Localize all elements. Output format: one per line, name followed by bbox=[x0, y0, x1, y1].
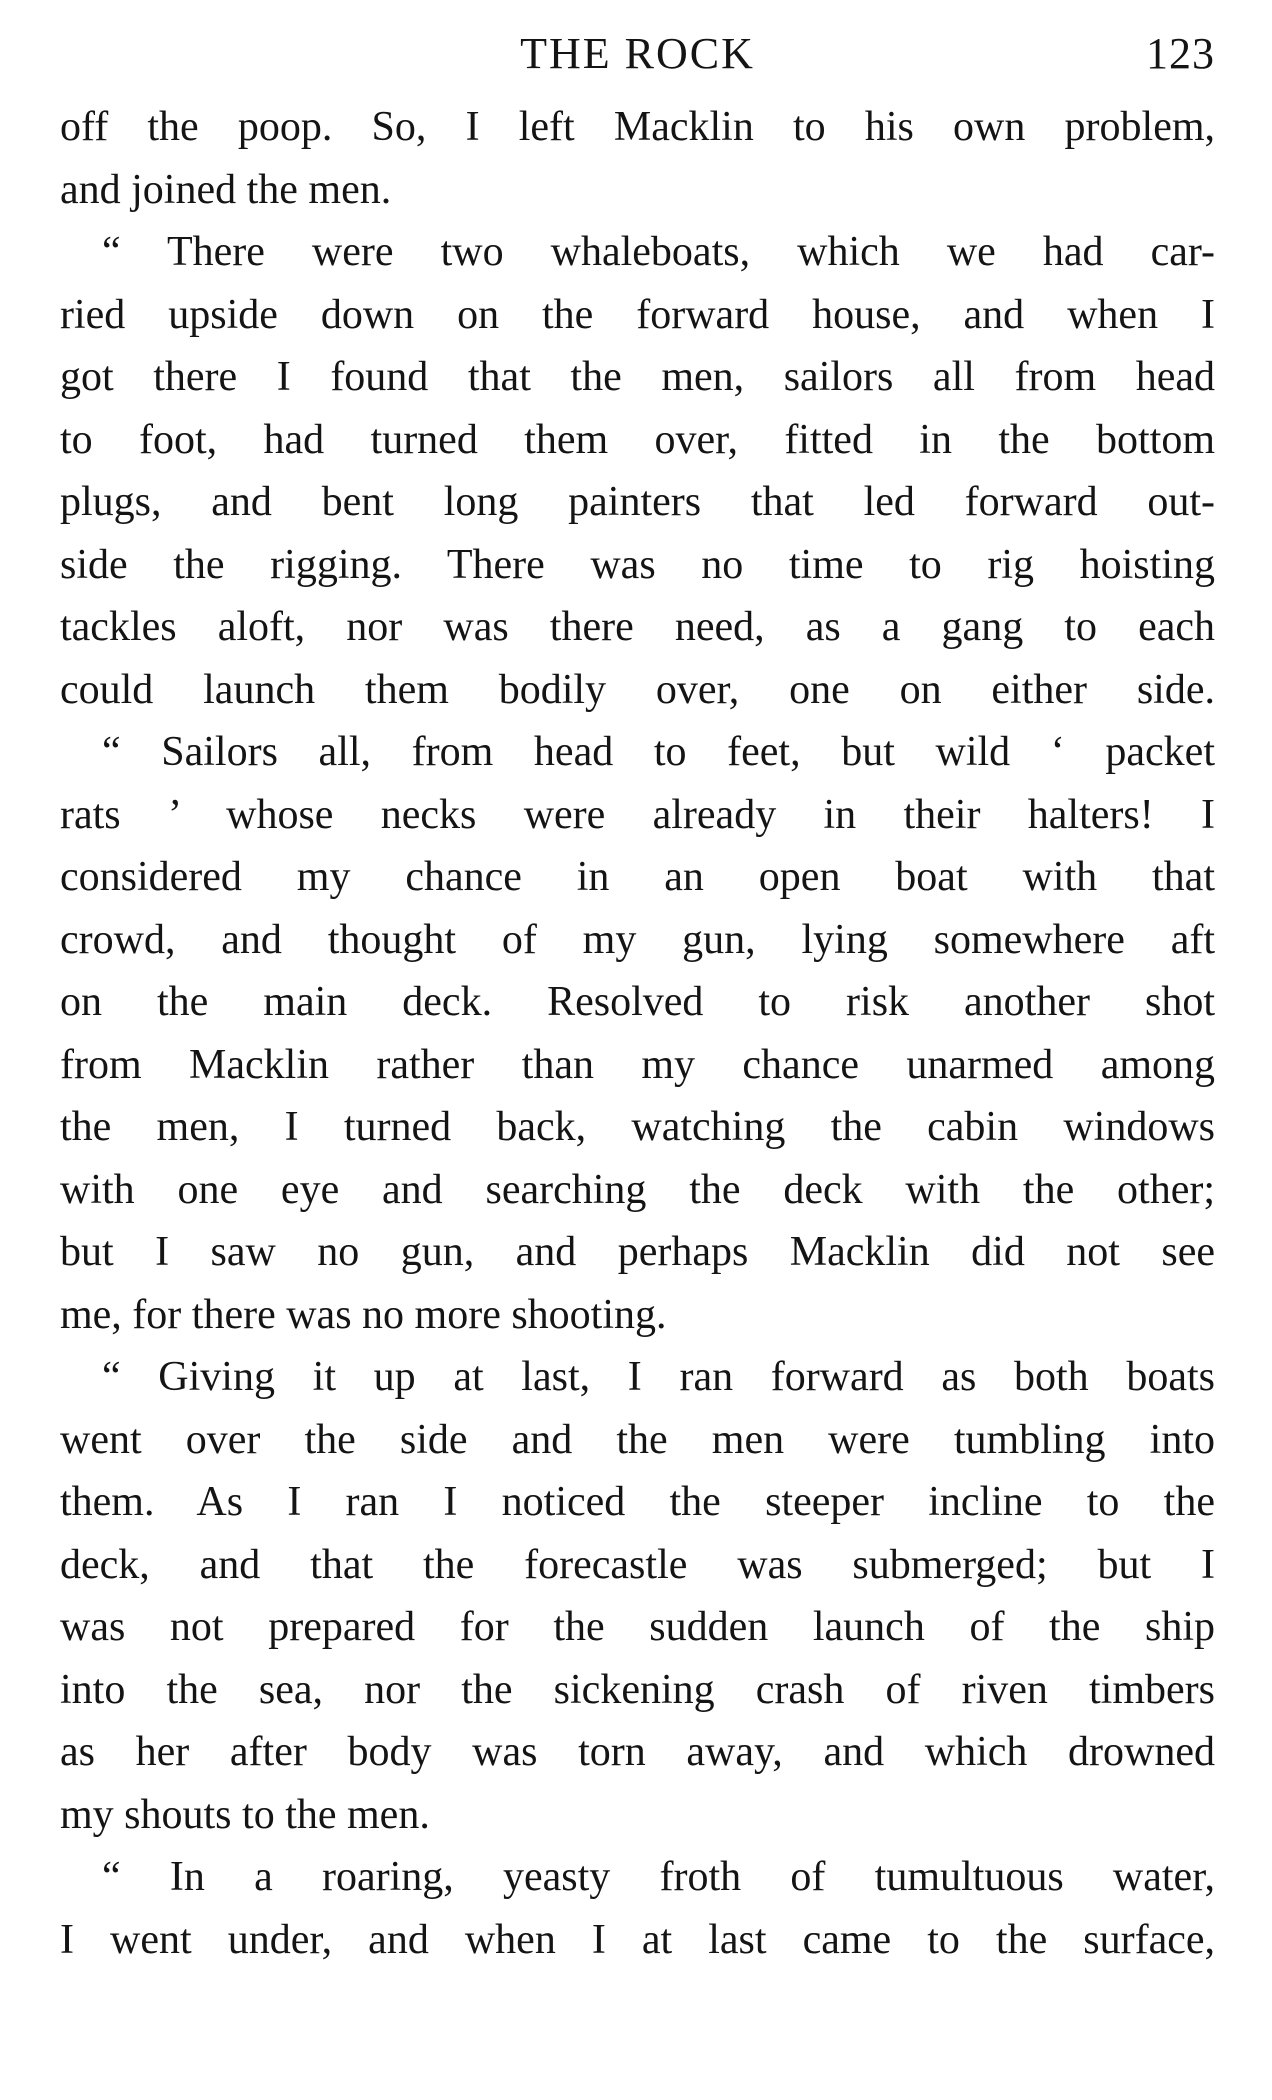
text-line: to foot, had turned them over, fitted in the bottom bbox=[60, 416, 1215, 463]
text-line: got there I found that the men, sailors all from head bbox=[60, 354, 1215, 400]
text-line: them. As I ran I noticed the steeper incline to the bbox=[60, 1479, 1215, 1525]
text-line: could launch them bodily over, one on either side. bbox=[60, 666, 1215, 713]
text-line: deck, and that the forecastle was submerged; but I bbox=[60, 1541, 1215, 1588]
text-line: “ In a roaring, yeasty froth of tumultuous water, bbox=[102, 1854, 1215, 1900]
running-head bbox=[60, 28, 1215, 90]
text-line: I went under, and when I at last came to the surface, bbox=[60, 1916, 1215, 1963]
text-line: off the poop. So, I left Macklin to his own problem, bbox=[60, 104, 1215, 150]
text-line: rats ’ whose necks were already in their halters! I bbox=[60, 791, 1215, 838]
running-title: THE ROCK bbox=[520, 29, 755, 78]
text-line: the men, I turned back, watching the cabin windows bbox=[60, 1104, 1215, 1150]
text-line: “ Giving it up at last, I ran forward as both boats bbox=[102, 1354, 1215, 1400]
text-line: but I saw no gun, and perhaps Macklin did not see bbox=[60, 1229, 1215, 1275]
text-line: into the sea, nor the sickening crash of riven timbers bbox=[60, 1666, 1215, 1713]
text-line: tackles aloft, nor was there need, as a gang to each bbox=[60, 604, 1215, 650]
book-page bbox=[60, 28, 1215, 2068]
text-line: went over the side and the men were tumbling into bbox=[60, 1416, 1215, 1463]
body-text bbox=[60, 96, 1215, 1971]
text-line: crowd, and thought of my gun, lying somewhere aft bbox=[60, 916, 1215, 963]
text-line: from Macklin rather than my chance unarmed among bbox=[60, 1041, 1215, 1088]
text-line: as her after body was torn away, and which drowned bbox=[60, 1729, 1215, 1775]
text-line: ried upside down on the forward house, and when I bbox=[60, 291, 1215, 338]
text-line: on the main deck. Resolved to risk another shot bbox=[60, 979, 1215, 1025]
text-line: me, for there was no more shooting. bbox=[60, 1291, 667, 1338]
text-line: “ Sailors all, from head to feet, but wild ‘ packet bbox=[102, 729, 1215, 775]
text-line: was not prepared for the sudden launch of the ship bbox=[60, 1604, 1215, 1650]
text-line: with one eye and searching the deck with the other; bbox=[60, 1166, 1215, 1213]
text-line: “ There were two whaleboats, which we had car- bbox=[102, 229, 1215, 275]
page-number: 123 bbox=[1146, 29, 1215, 78]
text-line: my shouts to the men. bbox=[60, 1791, 430, 1838]
text-line: and joined the men. bbox=[60, 166, 392, 213]
text-line: considered my chance in an open boat with that bbox=[60, 854, 1215, 900]
text-line: side the rigging. There was no time to rig hoisting bbox=[60, 541, 1215, 588]
text-line: plugs, and bent long painters that led forward out- bbox=[60, 479, 1215, 525]
